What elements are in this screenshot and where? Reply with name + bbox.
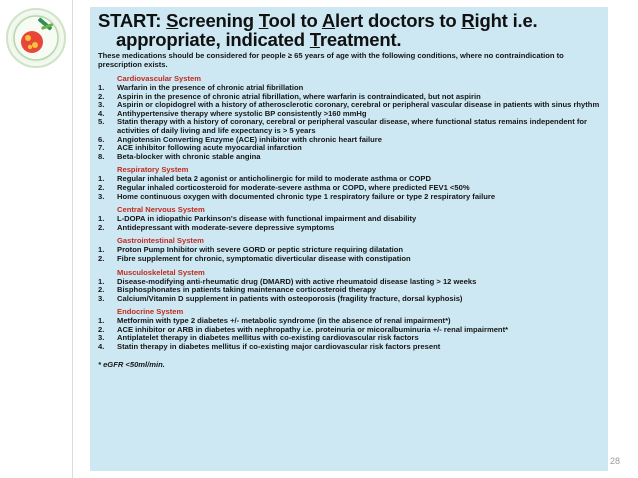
list-item xyxy=(98,343,602,352)
section-heading: Cardiovascular System xyxy=(117,74,201,83)
list-item-number: 1. xyxy=(98,276,105,286)
list-item-number: 3. xyxy=(98,100,105,110)
list-item-text: Metformin with type 2 diabetes +/- metabolic syndrome (in the absence of renal impairment*) xyxy=(117,316,451,326)
list-item xyxy=(98,255,602,264)
intro-text: These medications should be considered for people ≥ 65 years of age with the following conditions, where no contraindication to prescription exists. xyxy=(98,51,564,69)
list-item-number: 2. xyxy=(98,324,105,334)
section xyxy=(98,74,602,161)
list-item-number: 2. xyxy=(98,285,105,295)
list-item-number: 3. xyxy=(98,191,105,201)
section-heading: Musculoskeletal System xyxy=(117,267,205,277)
section-heading: Endocrine System xyxy=(117,307,184,317)
list-item-number: 1. xyxy=(98,316,105,326)
list-item-text: Aspirin in the presence of chronic atrial fibrillation, where warfarin is contraindicated, but not aspirin xyxy=(117,91,481,101)
section-heading: Respiratory System xyxy=(117,165,189,175)
list-item-text: Statin therapy with a history of coronary, cerebral or peripheral vascular disease, where functional status remains independent for activities of daily living and life expectancy is > 5 years xyxy=(117,117,587,135)
list-item-number: 8. xyxy=(98,151,105,161)
list-item xyxy=(98,118,602,135)
list-item-number: 1. xyxy=(98,245,105,255)
section xyxy=(98,165,602,201)
list-item-text: Antihypertensive therapy where systolic BP consistently >160 mmHg xyxy=(117,108,367,118)
section xyxy=(98,205,602,232)
slide-title xyxy=(98,11,602,49)
section xyxy=(98,307,602,351)
list-item-number: 1. xyxy=(98,83,105,92)
list-item-number: 1. xyxy=(98,174,105,184)
sections-list xyxy=(98,74,602,352)
section xyxy=(98,236,602,263)
list-item-number: 2. xyxy=(98,253,105,263)
list-item-text: ACE inhibitor following acute myocardial infarction xyxy=(117,143,302,153)
page-number: 28 xyxy=(610,456,621,466)
list-item xyxy=(98,153,602,162)
list-item-text: Angiotensin Converting Enzyme (ACE) inhibitor with chronic heart failure xyxy=(117,134,382,144)
list-item xyxy=(98,193,602,202)
section-heading: Gastrointestinal System xyxy=(117,236,204,246)
list-item-text: Statin therapy in diabetes mellitus if co-existing major cardiovascular risk factors present xyxy=(117,342,441,352)
list-item-number: 6. xyxy=(98,134,105,144)
list-item-text: Regular inhaled beta 2 agonist or anticholinergic for mild to moderate asthma or COPD xyxy=(117,174,431,184)
section xyxy=(98,268,602,304)
list-item-text: Aspirin or clopidogrel with a history of atherosclerotic coronary, cerebral or peripheral vascular disease in patients with sinus rhythm xyxy=(117,100,600,110)
list-item-number: 3. xyxy=(98,293,105,303)
list-item xyxy=(98,295,602,304)
list-item-text: Antiplatelet therapy in diabetes mellitus with co-existing cardiovascular risk factors xyxy=(117,333,419,343)
list-item-text: ACE inhibitor or ARB in diabetes with nephropathy i.e. proteinuria or micoralbuminuria +/- renal impairment* xyxy=(117,324,509,334)
slide-content xyxy=(90,7,608,471)
list-item-text: Disease-modifying anti-rheumatic drug (DMARD) with active rheumatoid disease lasting > 12 weeks xyxy=(117,276,477,286)
list-item-number: 4. xyxy=(98,342,105,352)
list-item-number: 4. xyxy=(98,108,105,118)
list-item-number: 7. xyxy=(98,143,105,153)
list-item-text: Warfarin in the presence of chronic atrial fibrillation xyxy=(117,83,304,92)
list-item-number: 3. xyxy=(98,333,105,343)
logo-icon xyxy=(6,8,66,68)
list-item-number: 5. xyxy=(98,117,105,127)
sidebar-divider xyxy=(72,0,73,478)
list-item-text: Calcium/Vitamin D supplement in patients with osteoporosis (fragility fracture, dorsal kyphosis) xyxy=(117,293,463,303)
list-item-text: L-DOPA in idiopathic Parkinson's disease with functional impairment and disability xyxy=(117,214,417,224)
list-item-number: 2. xyxy=(98,182,105,192)
list-item-text: Regular inhaled corticosteroid for moderate-severe asthma or COPD, where predicted FEV1 <50% xyxy=(117,182,470,192)
list-item-text: Bisphosphonates in patients taking maintenance corticosteroid therapy xyxy=(117,285,377,295)
list-item-text: Beta-blocker with chronic stable angina xyxy=(117,151,261,161)
list-item-text: Fibre supplement for chronic, symptomatic diverticular disease with constipation xyxy=(117,253,411,263)
list-item-text: Proton Pump Inhibitor with severe GORD or peptic stricture requiring dilatation xyxy=(117,245,404,255)
list-item-number: 2. xyxy=(98,222,105,232)
list-item-number: 2. xyxy=(98,91,105,101)
list-item-text: Home continuous oxygen with documented chronic type 1 respiratory failure or type 2 respiratory failure xyxy=(117,191,496,201)
title-line-1: START: Screening Tool to Alert doctors to Right i.e. xyxy=(98,10,538,31)
list-item xyxy=(98,224,602,233)
list-item-number: 1. xyxy=(98,214,105,224)
section-heading: Central Nervous System xyxy=(117,205,205,215)
title-line-2: appropriate, indicated Treatment. xyxy=(116,29,402,50)
list-item-text: Antidepressant with moderate-severe depressive symptoms xyxy=(117,222,335,232)
footnote: * eGFR <50ml/min. xyxy=(98,359,165,369)
